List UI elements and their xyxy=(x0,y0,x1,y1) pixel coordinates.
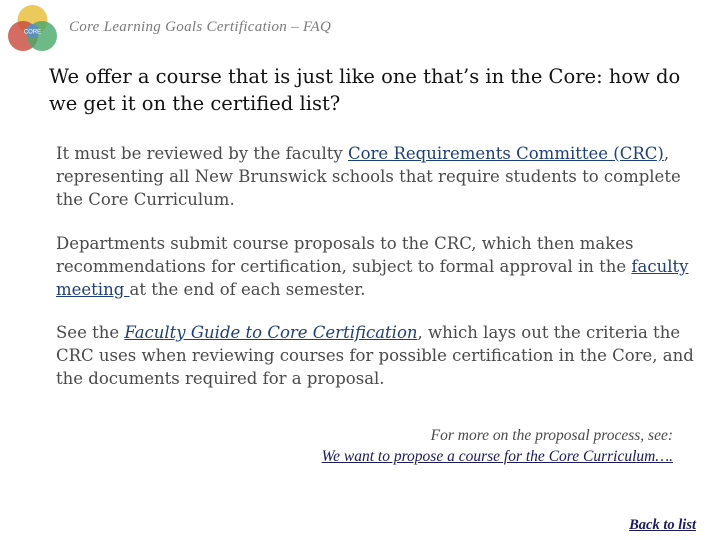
faculty-meeting-link[interactable]: faculty meeting xyxy=(56,257,689,299)
answer-paragraph-2: Departments submit course proposals to the CRC, which then makes recommendations for certification, subject to formal approval in the faculty meeting at the end of each semester. xyxy=(56,234,689,299)
more-info xyxy=(322,425,673,467)
crc-link[interactable]: Core Requirements Committee (CRC) xyxy=(347,144,664,163)
more-info-label: For more on the proposal process, see: xyxy=(430,427,673,444)
propose-course-link[interactable]: We want to propose a course for the Core Curriculum…. xyxy=(321,448,673,465)
faculty-guide-link[interactable]: Faculty Guide to Core Certification xyxy=(124,323,418,342)
svg-text:CORE: CORE xyxy=(23,29,42,36)
answer-paragraph-1: It must be reviewed by the faculty Core Requirements Committee (CRC), representing all New Brunswick schools that require students to complete the Core Curriculum. xyxy=(56,144,681,209)
faq-question: We offer a course that is just like one that’s in the Core: how do we get it on the certified list? xyxy=(49,65,681,115)
core-logo xyxy=(5,3,60,58)
answer-paragraph-3: See the Faculty Guide to Core Certification, which lays out the criteria the CRC uses when reviewing courses for possible certification in the Core, and the documents required for a proposal. xyxy=(56,323,694,388)
back-to-list-link[interactable]: Back to list xyxy=(629,517,696,533)
header-title: Core Learning Goals Certification – FAQ xyxy=(69,19,332,35)
